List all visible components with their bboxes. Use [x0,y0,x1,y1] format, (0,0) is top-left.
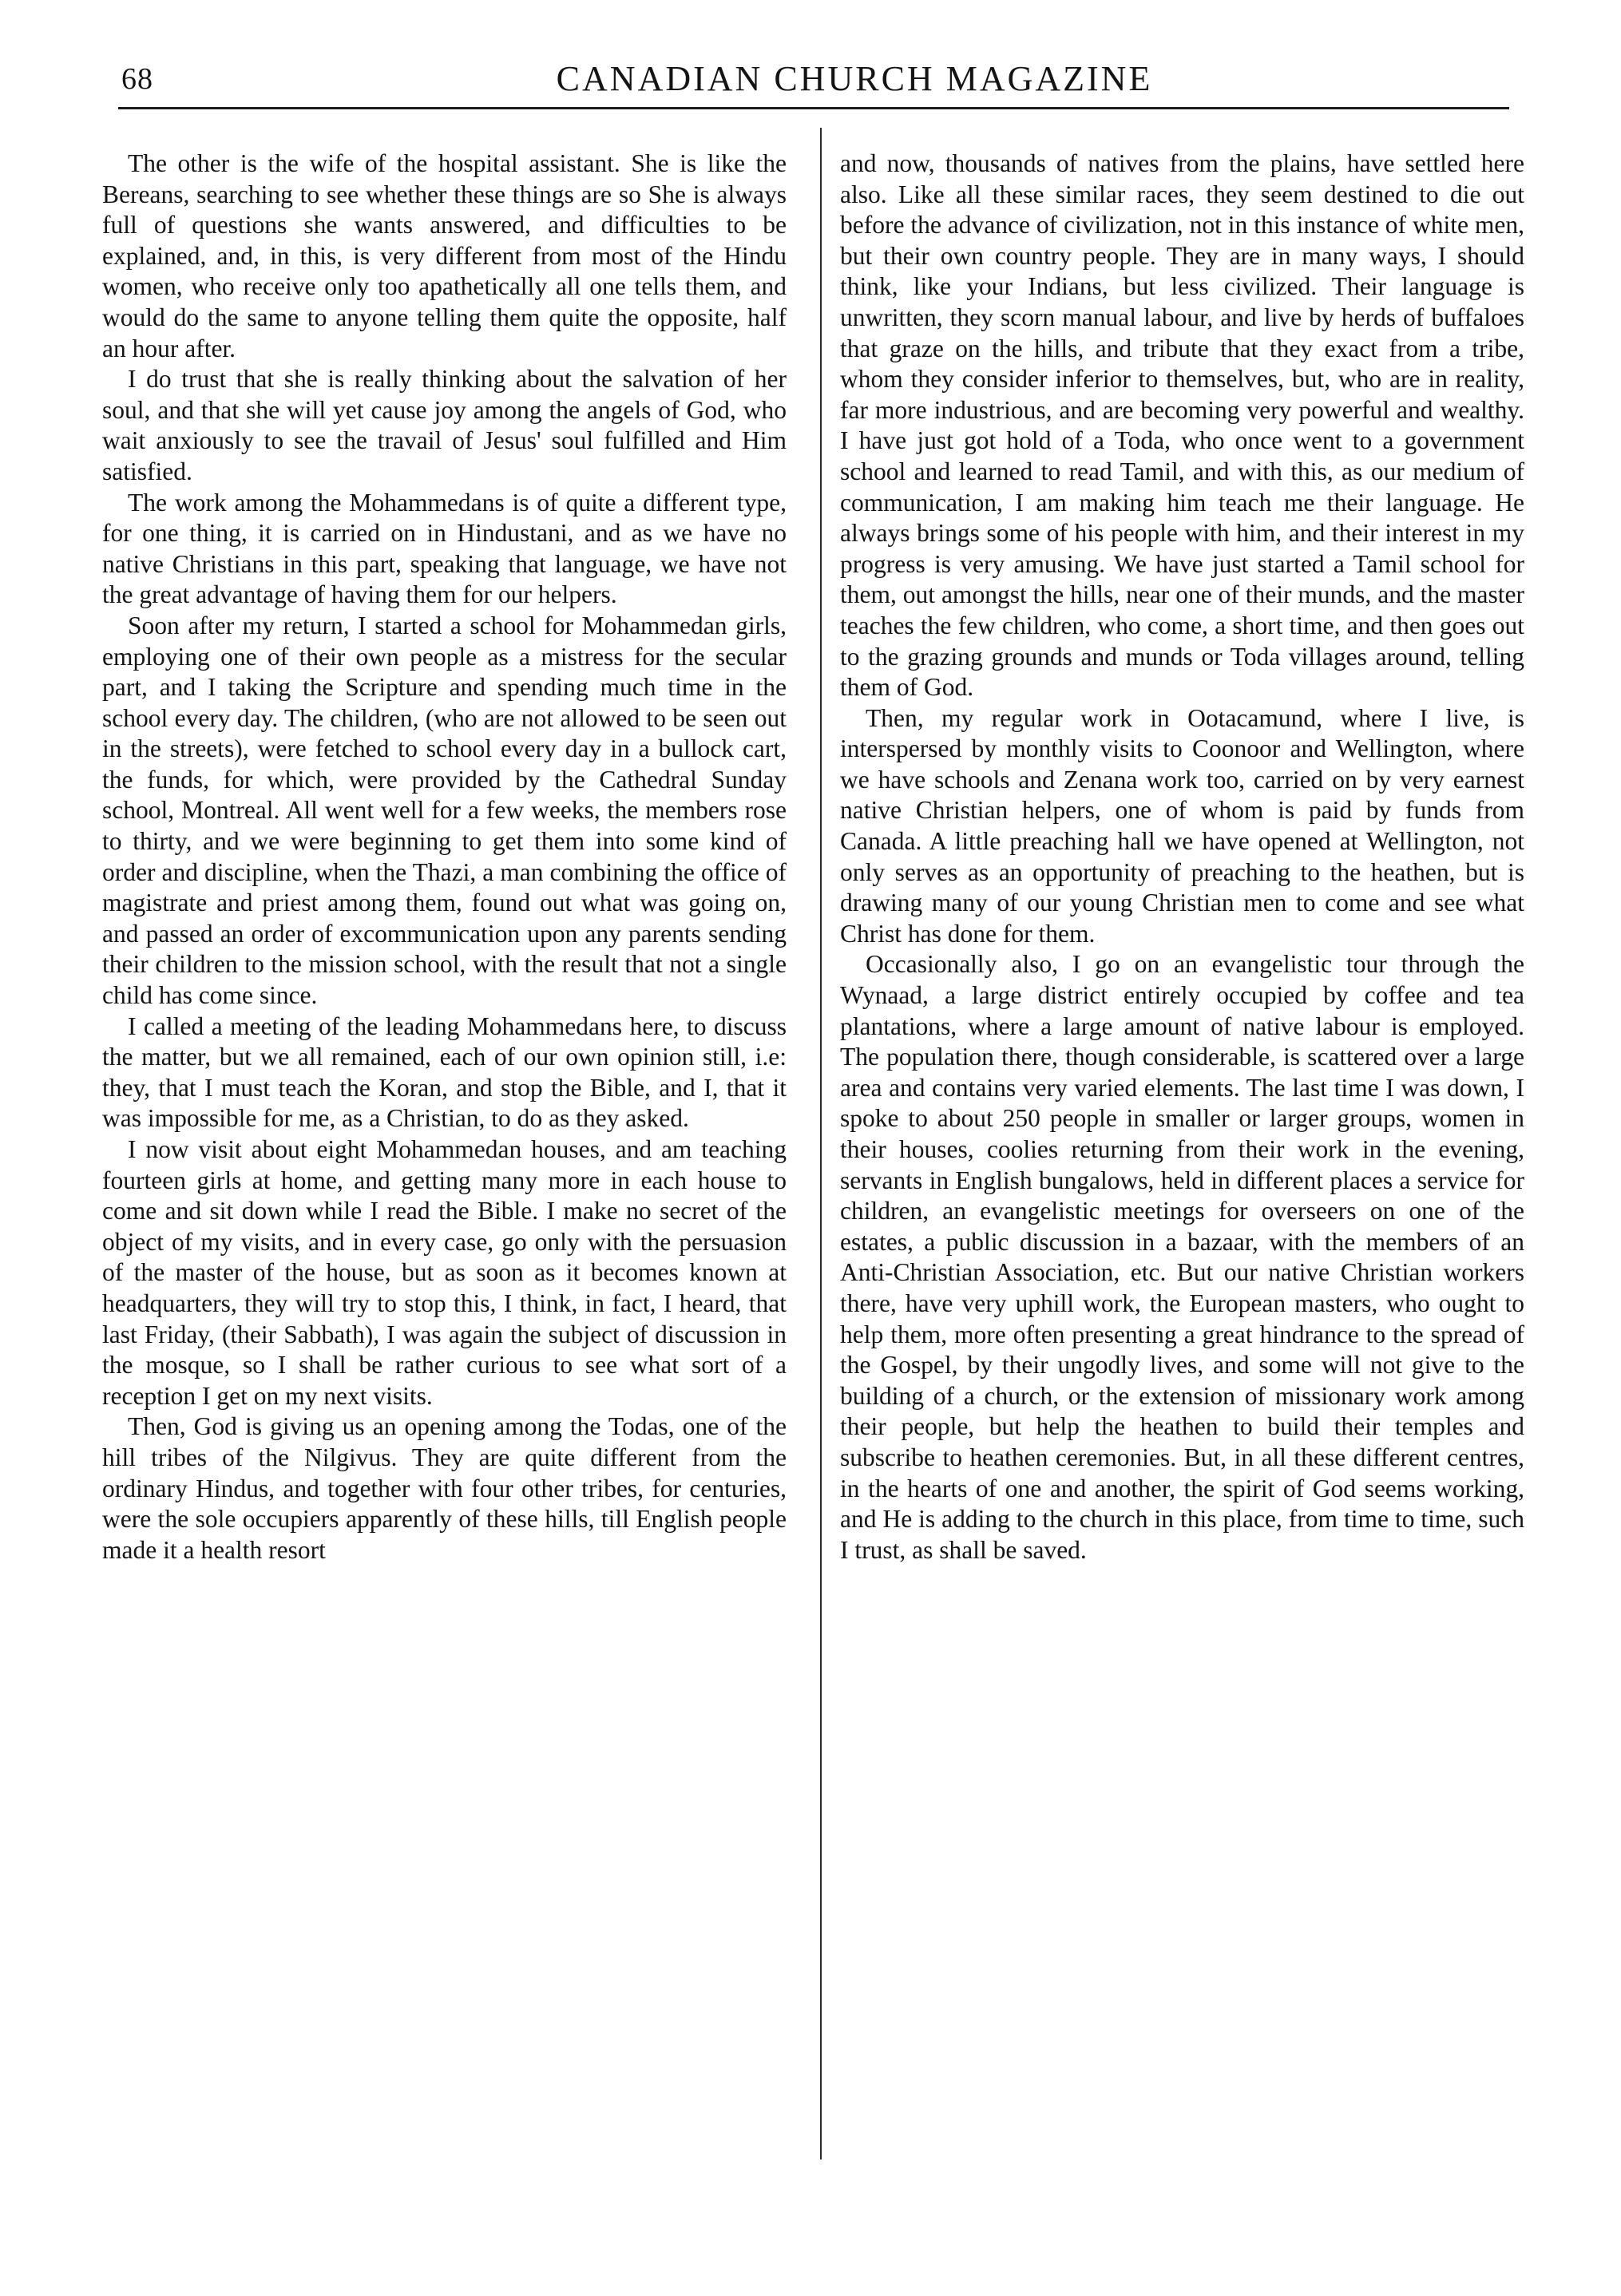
paragraph: and now, thousands of natives from the plains, have settled here also. Like all these similar races, they seem destined to die out before the advance of civilization, not in this instance of white men, but their own country people. They are in many ways, I should think, like your Indians, but less civilized. Their language is unwritten, they scorn manual labour, and live by herds of buffaloes that graze on the hills, and tribute that they exact from a tribe, whom they consider inferior to themselves, but, who are in reality, far more industrious, and are becoming very powerful and wealthy. I have just got hold of a Toda, who once went to a government school and learned to read Tamil, and with this, as our medium of communication, I am making him teach me their language. He always brings some of his people with him, and their interest in my progress is very amusing. We have just started a Tamil school for them, out amongst the hills, near one of their munds, and the master teaches the few children, who come, a short time, and then goes out to the grazing grounds and munds or Toda villages around, telling them of God. [840,149,1524,702]
paragraph: Occasionally also, I go on an evangelistic tour through the Wynaad, a large district entirely occupied by coffee and tea plantations, where a large amount of native labour is employed. The population there, though considerable, is scattered over a large area and contains very varied elements. The last time I was down, I spoke to about 250 people in smaller or larger groups, women in their houses, coolies returning from their work in the evening, servants in English bungalows, held in different places a service for children, an evangelistic meetings for overseers on one of the estates, a public discussion in a bazaar, with the members of an Anti-Christian Association, etc. But our native Christian workers there, have very uphill work, the European masters, who ought to help them, more often presenting a great hindrance to the spread of the Gospel, by their ungodly lives, and some will not give to the building of a church, or the extension of missionary work among their people, but help the heathen to build their temples and subscribe to heathen ceremonies. But, in all these different centres, in the hearts of one and another, the spirit of God seems working, and He is adding to the church in this place, from time to time, such I trust, as shall be saved. [840,950,1524,1564]
paragraph: Soon after my return, I started a school for Mohammedan girls, employing one of their own people as a mistress for the secular part, and I taking the Scripture and spending much time in the school every day. The children, (who are not allowed to be seen out in the streets), were fetched to school every day in a bullock cart, the funds, for which, were provided by the Cathedral Sunday school, Montreal. All went well for a few weeks, the members rose to thirty, and we were beginning to get them into some kind of order and discipline, when the Thazi, a man combining the office of magistrate and priest among them, found out what was going on, and passed an order of excommunication upon any parents sending their children to the mission school, with the result that not a single child has come since. [102,611,787,1010]
column-divider [820,128,822,2159]
left-column [102,148,787,1566]
paragraph: Then, my regular work in Ootacamund, where I live, is interspersed by monthly visits to Coonoor and Wellington, where we have schools and Zenana work too, carried on by very earnest native Christian helpers, one of whom is paid by funds from Canada. A little preaching hall we have opened at Wellington, not only serves as an opportunity of preaching to the heathen, but is drawing many of our young Christian men to come and see what Christ has done for them. [840,703,1524,948]
paragraph: The work among the Mohammedans is of quite a different type, for one thing, it is carried on in Hindustani, and as we have no native Christians in this part, speaking that language, we have not the great advantage of having them for our helpers. [102,488,787,609]
paragraph: Then, God is giving us an opening among the Todas, one of the hill tribes of the Nilgivus. They are quite different from the ordinary Hindus, and together with four other tribes, for centuries, were the sole occupiers apparently of these hills, till English people made it a health resort [102,1412,787,1564]
running-title: CANADIAN CHURCH MAGAZINE [556,59,1153,98]
paragraph: I called a meeting of the leading Mohammedans here, to discuss the matter, but we all remained, each of our own opinion still, i.e: they, that I must teach the Koran, and stop the Bible, and I, that it was impossible for me, as a Christian, to do as they asked. [102,1011,787,1133]
paragraph: The other is the wife of the hospital assistant. She is like the Bereans, searching to see whether these things are so She is always full of questions she wants answered, and difficulties to be explained, and, in this, is very different from most of the Hindu women, who receive only too apathetically all one tells them, and would do the same to anyone telling them quite the opposite, half an hour after. [102,149,787,362]
right-column [840,148,1524,1566]
header-rule [118,107,1509,109]
paragraph: I now visit about eight Mohammedan houses, and am teaching fourteen girls at home, and getting many more in each house to come and sit down while I read the Bible. I make no secret of the object of my visits, and in every case, go only with the persuasion of the master of the house, but as soon as it becomes known at headquarters, they will try to stop this, I think, in fact, I heard, that last Friday, (their Sabbath), I was again the subject of discussion in the mosque, so I shall be rather curious to see what sort of a reception I get on my next visits. [102,1135,787,1410]
paragraph: I do trust that she is really thinking about the salvation of her soul, and that she will yet cause joy among the angels of God, who wait anxiously to see the travail of Jesus' soul fulfilled and Him satisfied. [102,365,787,485]
page-number: 68 [121,62,153,96]
